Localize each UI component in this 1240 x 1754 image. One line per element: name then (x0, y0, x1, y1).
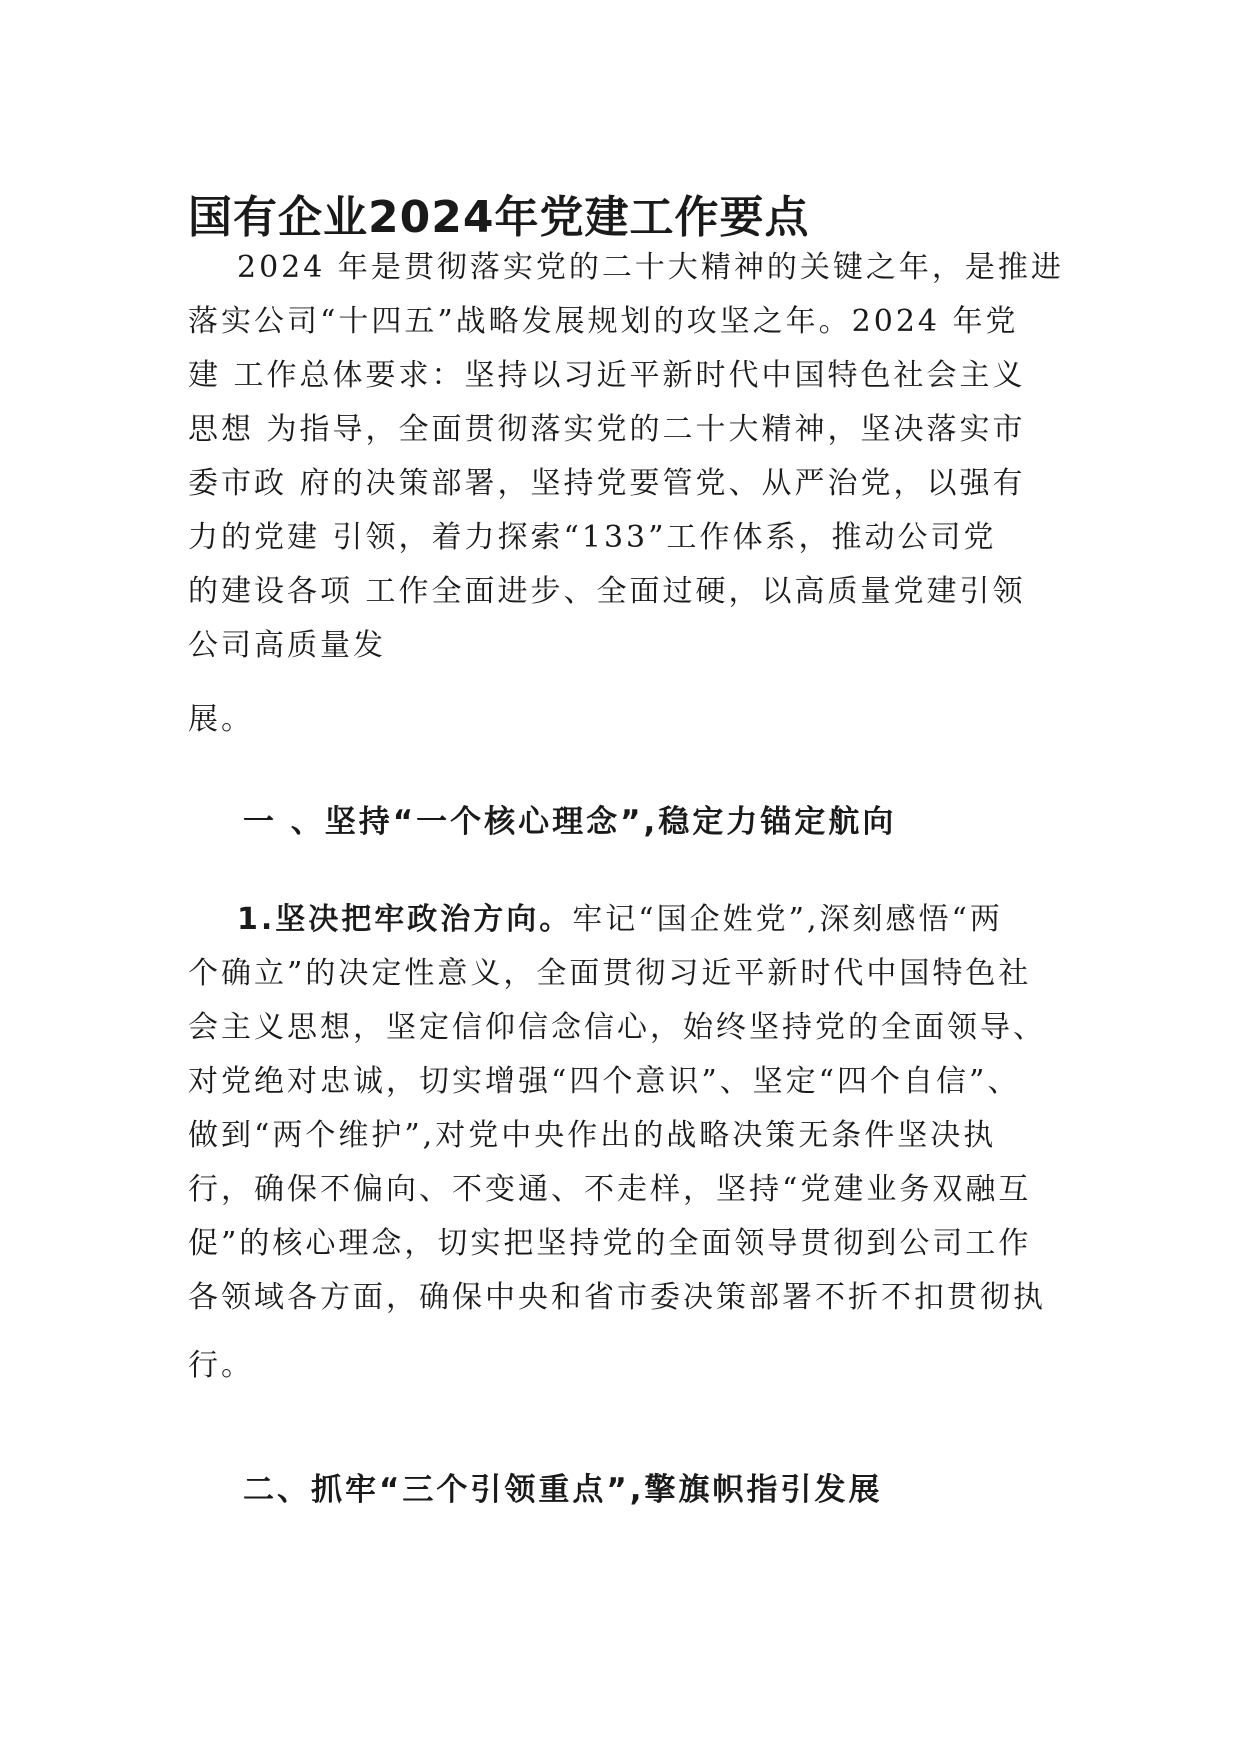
item1-line: 各领域各方面，确保中央和省市委决策部署不折不扣贯彻执 (188, 1280, 1046, 1315)
intro-line: 建 工作总体要求：坚持以习近平新时代中国特色社会主义 (188, 358, 1026, 393)
item1-line: 做到“两个维护”,对党中央作出的战略决策无条件坚决执 (188, 1118, 997, 1153)
item1-line: 会主义思想，坚定信仰信念信心，始终坚持党的全面领导、 (188, 1010, 1046, 1045)
item1-line: 牢记“国企姓党”,深刻感悟“两 (572, 902, 1003, 937)
section-heading-2: 二、抓牢“三个引领重点”,擎旗帜指引发展 (243, 1472, 883, 1508)
section-heading-1: 一 、坚持“一个核心理念”,稳定力锚定航向 (243, 804, 897, 840)
item1-line: 促”的核心理念，切实把坚持党的全面领导贯彻到公司工作 (188, 1226, 1032, 1261)
item1-first-line (237, 900, 1003, 940)
intro-line: 的建设各项 工作全面进步、全面过硬，以高质量党建引领 (188, 574, 1026, 609)
item1-line: 行，确保不偏向、不变通、不走样，坚持“党建业务双融互 (188, 1172, 1032, 1207)
item1-lead: 1.坚决把牢政治方向。 (237, 902, 573, 937)
document-title: 国有企业2024年党建工作要点 (188, 192, 810, 243)
intro-line: 2024 年是贯彻落实党的二十大精神的关键之年，是推进 (237, 250, 1064, 285)
item1-line: 对党绝对忠诚，切实增强“四个意识”、坚定“四个自信”、 (188, 1064, 1021, 1099)
intro-line: 力的党建 引领，着力探索“133”工作体系，推动公司党 (188, 520, 997, 555)
intro-line: 展。 (188, 702, 254, 737)
intro-line: 思想 为指导，全面贯彻落实党的二十大精神，坚决落实市 (188, 412, 1026, 447)
intro-line: 委市政 府的决策部署，坚持党要管党、从严治党，以强有 (188, 466, 1026, 501)
item1-line: 行。 (188, 1348, 254, 1383)
item1-line: 个确立”的决定性意义，全面贯彻习近平新时代中国特色社 (188, 956, 1032, 991)
intro-line: 落实公司“十四五”战略发展规划的攻坚之年。2024 年党 (188, 304, 1019, 339)
intro-line: 公司高质量发 (188, 628, 386, 663)
